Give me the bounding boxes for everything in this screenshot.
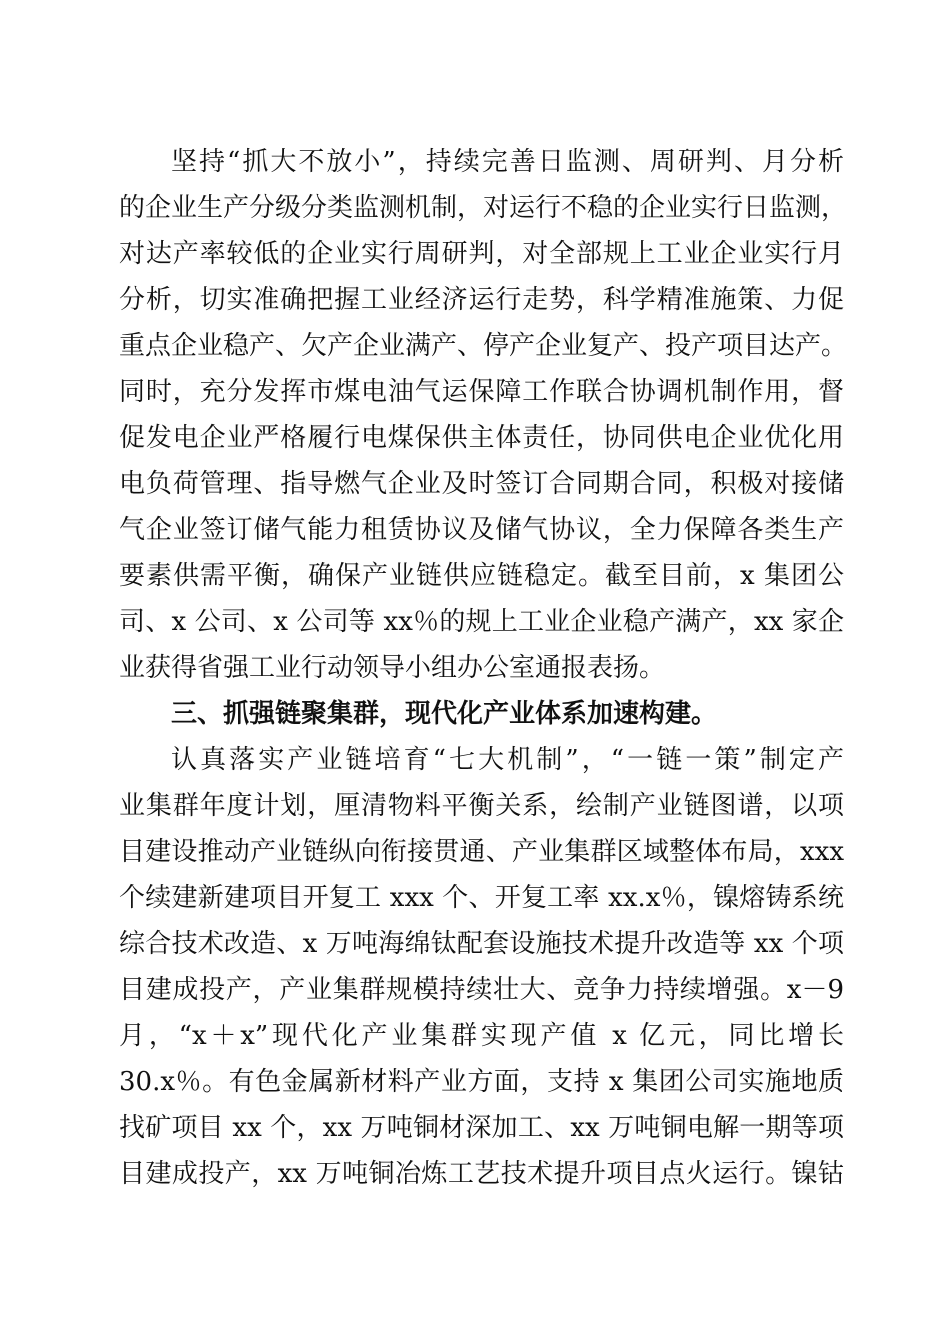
paragraph-2-line-10: 目建成投产，xx 万吨铜冶炼工艺技术提升项目点火运行。镍钴 (119, 1159, 844, 1189)
section-heading: 三、抓强链聚集群，现代化产业体系加速构建。 (171, 699, 718, 729)
paragraph-1-line-10: 要素供需平衡，确保产业链供应链稳定。截至目前，x 集团公 (119, 561, 844, 591)
paragraph-1-line-7: 促发电企业严格履行电煤保供主体责任，协同供电企业优化用 (119, 423, 844, 453)
paragraph-1-line-1: 坚持“抓大不放小”，持续完善日监测、周研判、月分析 (171, 147, 844, 177)
paragraph-2-line-1: 认真落实产业链培育“七大机制”，“一链一策”制定产 (171, 745, 844, 775)
paragraph-1-line-9: 气企业签订储气能力租赁协议及储气协议，全力保障各类生产 (119, 515, 844, 545)
paragraph-2-line-8: 30.x％。有色金属新材料产业方面，支持 x 集团公司实施地质 (119, 1067, 844, 1097)
paragraph-2-line-6: 目建成投产，产业集群规模持续壮大、竞争力持续增强。x－9 (119, 975, 844, 1005)
paragraph-1-line-5: 重点企业稳产、欠产企业满产、停产企业复产、投产项目达产。 (119, 331, 848, 361)
paragraph-2-line-5: 综合技术改造、x 万吨海绵钛配套设施技术提升改造等 xx 个项 (119, 929, 844, 959)
paragraph-1-line-4: 分析，切实准确把握工业经济运行走势，科学精准施策、力促 (119, 285, 844, 315)
paragraph-1-line-3: 对达产率较低的企业实行周研判，对全部规上工业企业实行月 (119, 239, 844, 269)
paragraph-2-line-3: 目建设推动产业链纵向衔接贯通、产业集群区域整体布局，xxx (119, 837, 844, 867)
paragraph-1-line-11: 司、x 公司、x 公司等 xx％的规上工业企业稳产满产，xx 家企 (119, 607, 844, 637)
paragraph-2-line-9: 找矿项目 xx 个，xx 万吨铜材深加工、xx 万吨铜电解一期等项 (119, 1113, 844, 1143)
paragraph-1-line-6: 同时，充分发挥市煤电油气运保障工作联合协调机制作用，督 (119, 377, 844, 407)
paragraph-2-line-4: 个续建新建项目开复工 xxx 个、开复工率 xx.x％，镍熔铸系统 (119, 883, 844, 913)
paragraph-1-line-8: 电负荷管理、指导燃气企业及时签订合同期合同，积极对接储 (119, 469, 844, 499)
paragraph-1-line-2: 的企业生产分级分类监测机制，对运行不稳的企业实行日监测， (119, 193, 848, 223)
paragraph-1-line-12: 业获得省强工业行动领导小组办公室通报表扬。 (119, 653, 666, 683)
paragraph-2-line-7: 月，“x＋x”现代化产业集群实现产值 x 亿元，同比增长 (119, 1021, 844, 1051)
paragraph-2-line-2: 业集群年度计划，厘清物料平衡关系，绘制产业链图谱，以项 (119, 791, 844, 821)
